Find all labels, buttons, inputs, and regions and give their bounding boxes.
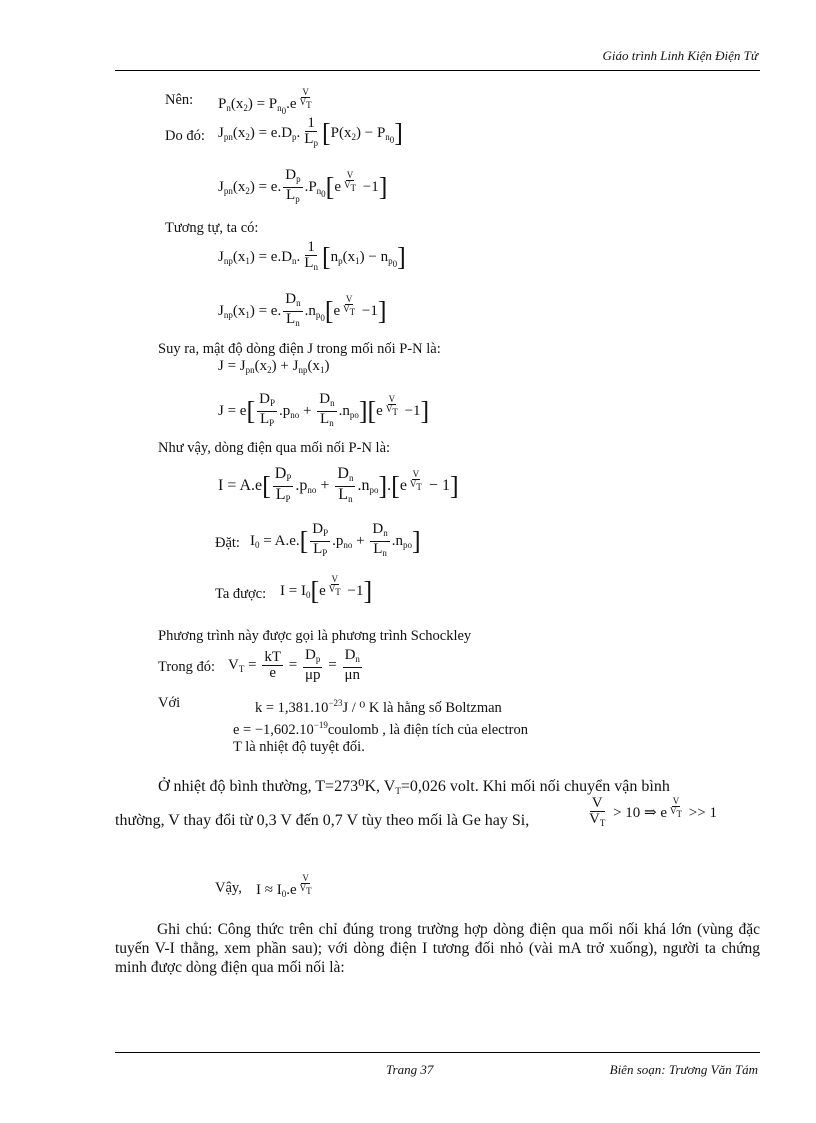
label-nen: Nên: bbox=[165, 92, 194, 108]
note-paragraph: Ghi chú: Công thức trên chỉ đúng trong trường hợp dòng điện qua mối nối khá lớn (vùng đặc tuyến V-I thẳng, xem phần sau); với dòng điện I tương đối nhỏ (vài mA trở xuống), người ta chứng minh được dòng điện qua mối nối là: bbox=[115, 921, 760, 976]
equation-i-full: I = A.e[ $\frac{D_P}{L_P}$ $.p_{no}$ + $\frac{D_n}{L_n}$ $.n_{po}].[e$ $\frac{V}{V_T}$ − 1] bbox=[218, 465, 459, 504]
label-do-do: Do đó: bbox=[165, 128, 205, 144]
equation-j-full: J = e[ $\frac{D_P}{L_P}$ $.p_{no}$ + $\frac{D_n}{L_n}$ $.n_{po}][e$ $\frac{V}{V_T}$ −1] bbox=[218, 391, 430, 428]
equation-v-over-vt: $\frac{V}{V_T}$ > 10 ⇒ e $\frac{V}{V_T}$ >> 1 bbox=[589, 795, 717, 828]
document-header: Giáo trình Linh Kiện Điện Tử bbox=[602, 48, 758, 63]
label-ta-duoc: Ta được: bbox=[215, 586, 267, 602]
equation-jnp-2: $J_{np}(x_1) = e$. $\frac{D_n}{L_n}$ $.n_{p_0}[e$ $\frac{V}{V_T}$ −1] bbox=[218, 291, 387, 328]
label-vay: Vậy, bbox=[215, 880, 242, 896]
header-rule bbox=[115, 70, 760, 71]
para1-text-a: Ở nhiệt độ bình thường, T=273⁰K, V bbox=[158, 778, 396, 795]
label-voi: Với bbox=[158, 695, 181, 711]
paragraph-normal-temp-line2: thường, V thay đổi từ 0,3 V đến 0,7 V tùy theo mối là Ge hay Si, bbox=[115, 812, 530, 829]
e-exponent: −19 bbox=[313, 720, 328, 730]
equation-jpn-2: $J_{pn}(x_2) = e$. $\frac{D_p}{L_p}$ $.P_{n_0}[e$ $\frac{V}{V_T}$ −1] bbox=[218, 167, 388, 204]
footer-rule bbox=[115, 1052, 760, 1053]
label-tuong-tu: Tương tự, ta có: bbox=[165, 220, 259, 236]
k-exponent: −23 bbox=[328, 698, 343, 708]
label-suy-ra: Suy ra, mật độ dòng điện J trong mối nối P-N là: bbox=[158, 341, 441, 357]
footer-page-number: Trang 37 bbox=[386, 1062, 434, 1077]
label-nhu-vay: Như vậy, dòng điện qua mối nối P-N là: bbox=[158, 440, 391, 456]
k-description: là hằng số Boltzman bbox=[382, 699, 502, 716]
equation-j-sum: $J = J_{pn}(x_2) + J_{np}(x_1)$ bbox=[218, 358, 330, 375]
equation-pn-x2: $P_n(x_2) = P_{n_0}.e$ $\frac{V}{V_T}$ bbox=[218, 87, 312, 117]
para1-text-b: =0,026 volt. Khi mối nối chuyển vận bình bbox=[400, 778, 670, 795]
label-schockley: Phương trình này được gọi là phương trình Schockley bbox=[158, 628, 472, 644]
e-value: e = −1,602.10 bbox=[233, 721, 314, 738]
k-value: k = 1,381.10 bbox=[255, 699, 329, 716]
footer-author: Biên soạn: Trương Văn Tám bbox=[609, 1062, 758, 1077]
paragraph-normal-temp-line1: Ở nhiệt độ bình thường, T=273⁰K, $V_T=0,026$ volt. Khi mối nối chuyển vận bình bbox=[158, 778, 670, 796]
equation-jnp-1: $J_{np}(x_1) = e.D_n$. $\frac{1}{L_n}$ $[n_p(x_1) - n_{p_0}]$ bbox=[218, 239, 406, 272]
constant-e bbox=[233, 717, 528, 739]
constant-k bbox=[255, 695, 502, 717]
k-unit: J / ⁰ K bbox=[342, 699, 380, 716]
label-dat: Đặt: bbox=[215, 535, 240, 551]
equation-jpn-1: $J_{pn}(x_2) = e.D_p$. $\frac{1}{L_p}$ $[P(x_2) - P_{n_0}]$ bbox=[218, 115, 403, 148]
e-description: coulomb , là điện tích của electron bbox=[327, 721, 528, 738]
equation-i-approx: $I \approx I_0.e$ $\frac{V}{V_T}$ bbox=[256, 873, 312, 900]
equation-vt: $V_T$ = $\frac{kT}{e}$ = $\frac{D_p}{\mu p}$ = $\frac{D_n}{\mu n}$ bbox=[228, 647, 361, 683]
equation-i0: $I_0 = A.e$.[ $\frac{D_P}{L_P}$ $.p_{no}$ + $\frac{D_n}{L_n}$ $.n_{po}$] bbox=[250, 521, 421, 558]
label-trong-do: Trong đó: bbox=[158, 659, 216, 675]
equation-i-schockley: $I = I_0[e$ $\frac{V}{V_T}$ −1] bbox=[280, 574, 373, 606]
t-description: T là nhiệt độ tuyệt đối. bbox=[233, 739, 365, 755]
